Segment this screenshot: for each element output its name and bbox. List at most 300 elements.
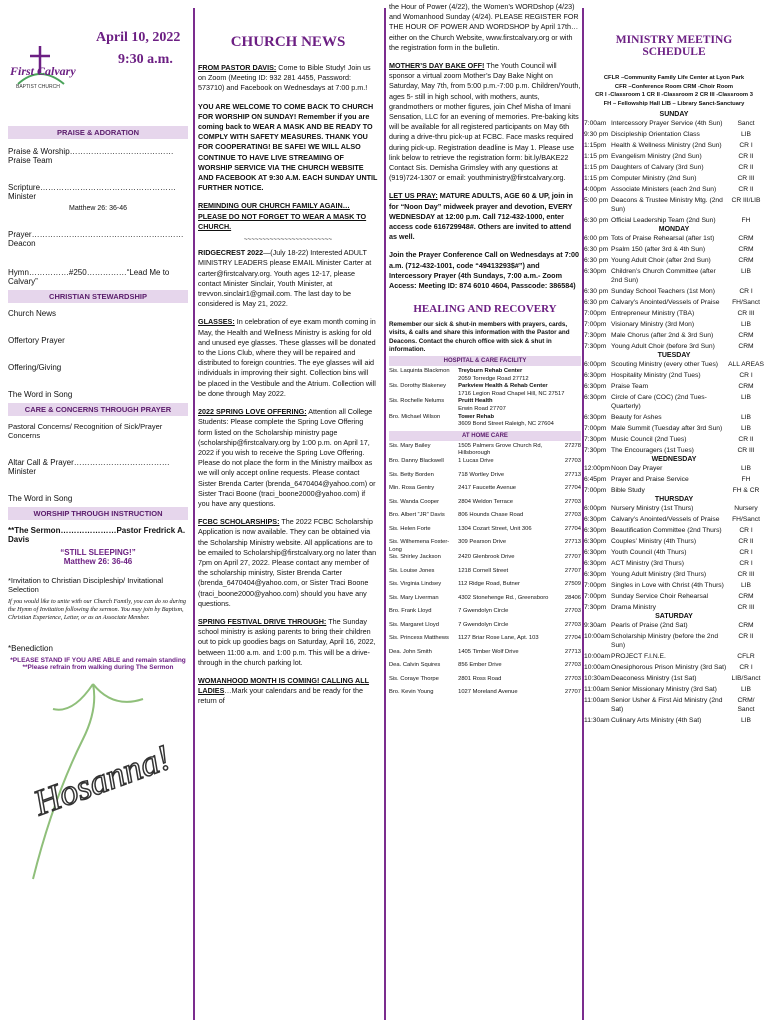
meeting-time: 1:15 pm [584, 153, 609, 160]
word-in-song-item-2: The Word in Song [8, 494, 73, 503]
meeting-name: Young Adult Ministry (3rd Thurs) [611, 571, 707, 578]
meeting-room: CR II [738, 186, 754, 193]
hospital-list [389, 368, 581, 429]
meeting-room: CR I [739, 527, 753, 534]
meeting-name: Sunday Service Choir Rehearsal [611, 593, 709, 600]
facility-name: Treyburn Rehab Center [458, 368, 523, 375]
schedule-row [584, 602, 764, 613]
meeting-time: 6:30 pm [584, 217, 609, 224]
meeting-name: Nursery Ministry (1st Thurs) [611, 505, 694, 512]
meeting-name: Culinary Arts Ministry (4th Sat) [611, 717, 702, 724]
meeting-room: CRM [738, 235, 754, 242]
scholarship-head: FCBC SCHOLARSHIPS: [198, 517, 280, 527]
hospital-row [389, 383, 581, 398]
schedule-row [584, 244, 764, 255]
sermon-reference: Matthew 26: 36-46 [63, 557, 133, 566]
home-care-row [389, 458, 581, 472]
member-zip: 27707 [564, 567, 581, 574]
hospital-row [389, 368, 581, 383]
schedule-row [584, 651, 764, 662]
schedule-row [584, 569, 764, 580]
festival-head: SPRING FESTIVAL DRIVE THROUGH: [198, 616, 327, 626]
meeting-time: 9:30 pm [584, 131, 609, 138]
meeting-room: CRM [738, 622, 754, 629]
schedule-day-header: SUNDAY [659, 111, 689, 118]
announcements-column [389, 0, 581, 1024]
home-care-row [389, 608, 581, 622]
meeting-time: 12:00pm [584, 465, 611, 472]
meeting-room: CRM [738, 383, 754, 390]
legend-line-3: CR I -Classroom 1 CR II -Classroom 2 CR III -Classroom 3 [595, 92, 753, 98]
meeting-time: 6:30pm [584, 516, 607, 523]
legend-line-2: CFR –Conference Room CRM -Choir Room [614, 83, 734, 90]
care-section-header: CARE & CONCERNS THROUGH PRAYER [8, 403, 188, 416]
let-us-pray-head: LET US PRAY: [389, 191, 438, 201]
schedule-row [584, 558, 764, 569]
meeting-room: LIB [740, 394, 752, 401]
meeting-name: Beauty for Ashes [611, 414, 662, 421]
meeting-room: CRM [738, 332, 754, 339]
meeting-room: CR I [739, 372, 753, 379]
festival-notice [198, 617, 378, 668]
meeting-room: LIB [740, 686, 752, 693]
meeting-room: FH [741, 476, 751, 483]
meeting-room: LIB [740, 425, 752, 432]
member-zip: 28406 [564, 594, 581, 601]
member-name: Sis. Mary Bailey [389, 442, 431, 449]
schedule-row [584, 215, 764, 226]
meeting-time: 7:00pm [584, 425, 607, 432]
glasses-notice [198, 317, 378, 399]
healing-note: Remember our sick & shut-in members with prayers, cards, visits, & calls and share this information with the Pastor and Deacons. Contact the church office with sick & shut in information. [389, 321, 570, 353]
member-address: 2417 Faucette Avenue [458, 485, 517, 492]
glasses-body: In celebration of eye exam month coming in May, the Health and Wellness Ministry is asking for old and unused eye glasses. These glasses will be donated to the Lions Club, where they will be repaired and distributed to foreign countries. The eye glasses will aid individuals in improving their sight. Collection bins will be placed in the Vestibule and the Atrium. Collection will be done through May 2022. [198, 317, 376, 398]
hymn-line: Hymn……………#250……………“Lead Me to Calvary” [8, 268, 170, 286]
womanhood-continued: the Hour of Power (4/22), the Women’s WORDshop (4/23) and Womanhood Sunday (4/24). PLEASE REGISTER FOR THE HOUR OF POWER AND WORDSHOP by April 17th…either on the Church Website, www.firstcalvary.org or with the registration form in the bulletin. [389, 2, 579, 52]
schedule-row [584, 536, 764, 547]
member-address: 1 Lucas Drive [458, 458, 494, 465]
facility-name: Pruitt Health [458, 398, 493, 405]
member-zip: 27704 [564, 485, 581, 492]
schedule-table [584, 503, 764, 613]
hospital-row [389, 398, 581, 413]
schedule-row [584, 620, 764, 631]
schedule-table [584, 620, 764, 726]
meeting-name: Praise Team [611, 383, 649, 390]
meeting-room: CR II [738, 164, 754, 171]
facility-cell [458, 398, 581, 413]
meeting-time: 10:00am [584, 664, 611, 671]
meeting-time: 10:00am [584, 653, 611, 660]
facility-address: Erwin Road 27707 [458, 406, 506, 413]
meeting-room: LIB [740, 717, 752, 724]
member-zip: 27278 [564, 442, 581, 449]
meeting-room: CR III [737, 447, 755, 454]
meeting-room: CR III [737, 604, 755, 611]
schedule-row [584, 514, 764, 525]
member-address: 2420 Glenbrook Drive [458, 554, 515, 561]
ridgecrest-body: —(July 18-22) Interested ADULT MINISTRY LEADERS please EMAIL Minister Carter at carter@firstcalvary.org. Youth ages 12-17, please contact Minister Sinclair, Youth Minister, at trevvon.sinclair1@gmail.com. The last day to be considered is May 21, 2022. [198, 248, 372, 309]
home-care-row [389, 676, 581, 690]
meeting-time: 10:00am [584, 633, 611, 640]
ridgecrest-head: RIDGECREST 2022 [198, 248, 264, 258]
meeting-time: 5:00 pm [584, 197, 609, 204]
meeting-time: 7:00am [584, 120, 607, 127]
meeting-room: CRM [738, 257, 754, 264]
scholarship-notice [198, 517, 378, 609]
meeting-name: Noon Day Prayer [611, 465, 663, 472]
schedule-row [584, 370, 764, 381]
meeting-time: 6:30pm [584, 538, 607, 545]
meeting-time: 7:00pm [584, 582, 607, 589]
member-zip: 27713 [564, 539, 581, 546]
meeting-time: 7:00pm [584, 310, 607, 317]
member-zip: 27703 [564, 458, 581, 465]
schedule-row [584, 673, 764, 684]
order-of-worship-column [8, 0, 188, 1024]
meeting-time: 6:00pm [584, 505, 607, 512]
member-name: Bro. Albert “JR” Davis [389, 512, 445, 519]
member-name: Bro. Kevin Young [389, 689, 434, 696]
meeting-room: CR III [737, 310, 755, 317]
scholarship-body: The 2022 FCBC Scholarship Application is now available. They can be obtained via the Scholarship Ministry website. All applications are to be emailed to Scholarship@firstcalvary.org no later than 7pm on April 27, 2022. Please contact any member of the scholarship ministry, Sister Brenda Carter (brenda_6470404@yahoo.com, or Sister Traci Boone (traci_boone2000@yahoo.com) should you have any questions. [198, 517, 377, 608]
home-care-row [389, 554, 581, 568]
schedule-row [584, 474, 764, 485]
member-name: Sis. Helen Forte [389, 525, 431, 532]
meeting-room: CR II [738, 538, 754, 545]
schedule-row [584, 140, 764, 151]
prayer-conference-notice: Join the Prayer Conference Call on Wednesdays at 7:00 a.m. (712-432-1001, code “49413293$#”) and Intercessory Prayer (4th Sundays, 7:00 a.m.- Zoom Access: Meeting ID: 874 6010 4604, Passcode: 386584) [389, 250, 580, 291]
member-name: Sis. Princess Matthews [389, 635, 449, 642]
meeting-name: Circle of Care (COC) (2nd Tues-Quarterly) [611, 394, 707, 410]
member-zip: 27704 [564, 525, 581, 532]
meeting-name: Male Summit (Tuesday after 3rd Sun) [611, 425, 723, 432]
home-care-list [389, 443, 581, 703]
ministry-schedule-column [584, 0, 764, 1024]
meeting-room: LIB [740, 131, 752, 138]
scripture-line: Scripture……………………………………………Minister [8, 183, 177, 201]
meeting-room: CR I [739, 288, 753, 295]
schedule-row [584, 580, 764, 591]
meeting-name: Calvary’s Anointed/Vessels of Praise [611, 516, 720, 523]
meeting-name: Health & Wellness Ministry (2nd Sun) [611, 142, 722, 149]
member-address: 2801 Ross Road [458, 675, 502, 682]
home-care-row [389, 443, 581, 458]
schedule-row [584, 434, 764, 445]
church-news-column [198, 0, 378, 1024]
patient-name: Bro. Michael Wilson [389, 413, 441, 420]
home-care-row [389, 622, 581, 636]
meeting-room: LIB [740, 465, 752, 472]
schedule-row [584, 173, 764, 184]
member-zip: 27703 [564, 512, 581, 519]
home-care-row [389, 649, 581, 663]
member-name: Dea. Calvin Squires [389, 662, 441, 669]
service-date: April 10, 2022 [96, 30, 181, 45]
facility-name: Parkview Health & Rehab Center [458, 383, 548, 390]
member-address: 2804 Weldon Terrace [458, 498, 514, 505]
invitation-line: *Invitation to Christian Discipleship/ Invitational Selection [8, 576, 164, 594]
schedule-row [584, 151, 764, 162]
member-zip: 27704 [564, 635, 581, 642]
meeting-time: 6:45pm [584, 476, 607, 483]
member-address: 1405 Timber Wolf Drive [458, 648, 519, 655]
meeting-name: Male Chorus (after 2nd & 3rd Sun) [611, 332, 714, 339]
member-zip: 27713 [564, 648, 581, 655]
meeting-name: Scholarship Ministry (before the 2nd Sun) [611, 633, 719, 649]
meeting-time: 11:00am [584, 686, 610, 693]
meeting-time: 6:30 pm [584, 257, 609, 264]
schedule-row [584, 392, 764, 412]
stewardship-section-header: CHRISTIAN STEWARDSHIP [8, 290, 188, 303]
service-time: 9:30 a.m. [118, 52, 173, 67]
facility-cell [458, 383, 581, 398]
patient-name: Sis. Dorothy Blakeney [389, 383, 447, 390]
member-name: Sis. Shirley Jackson [389, 554, 441, 561]
meeting-time: 11:30am [584, 717, 610, 724]
meeting-room: Sanct [737, 120, 755, 127]
schedule-day-header: THURSDAY [654, 496, 694, 503]
schedule-row [584, 266, 764, 286]
room-legend [584, 74, 764, 108]
member-address: 1027 Moreland Avenue [458, 689, 518, 696]
meeting-room: ALL AREAS [728, 361, 764, 368]
meeting-time: 6:00pm [584, 361, 607, 368]
womanhood-body: …Mark your calendars and be ready for the return of [198, 686, 363, 706]
schedule-row [584, 381, 764, 392]
schedule-row [584, 485, 764, 496]
schedule-row [584, 662, 764, 673]
meeting-name: Scouting Ministry (every other Tues) [611, 361, 719, 368]
member-name: Sis. Virginia Lindsey [389, 581, 442, 588]
patient-name: Sis. Rochelle Nelums [389, 398, 445, 405]
meeting-name: Tots of Praise Rehearsal (after 1st) [611, 235, 715, 242]
meeting-time: 1:15pm [584, 142, 607, 149]
bake-off-head: MOTHER’S DAY BAKE OFF! [389, 61, 485, 71]
meeting-name: Drama Ministry [611, 604, 656, 611]
meeting-time: 6:30pm [584, 527, 607, 534]
pastor-note-head: FROM PASTOR DAVIS: [198, 63, 277, 72]
meeting-name: Sunday School Teachers (1st Mon) [611, 288, 715, 295]
schedule-row [584, 162, 764, 173]
hosanna-banner [23, 679, 176, 889]
meeting-name: Senior Usher & First Aid Ministry (2nd Sat) [611, 697, 723, 713]
schedule-row [584, 412, 764, 423]
church-logo [10, 44, 76, 100]
meeting-name: Pearls of Praise (2nd Sat) [611, 622, 688, 629]
sermon-title: “STILL SLEEPING!” [60, 548, 136, 557]
schedule-row [584, 547, 764, 558]
meeting-room: CRM/ Sanct [737, 697, 755, 713]
pastoral-concerns-item: Pastoral Concerns/ Recognition of Sick/Prayer Concerns [8, 422, 163, 440]
meeting-time: 7:00pm [584, 593, 607, 600]
schedule-row [584, 319, 764, 330]
member-name: Sis. Louise Jones [389, 567, 435, 574]
invitation-note: If you would like to unite with our Church Family, you can do so during the Hymn of Invitation following the sermon. You may join by Baptism, Christian Experience, Letter, or as an Associate Member. [8, 598, 186, 621]
schedule-row [584, 684, 764, 695]
member-address: 4302 Stonehenge Rd., Greensboro [458, 594, 549, 601]
member-zip: 27713 [564, 471, 581, 478]
home-care-row [389, 539, 581, 554]
schedule-row [584, 330, 764, 341]
scripture-reference: Matthew 26: 36-46 [69, 205, 127, 212]
meeting-room: CRM [738, 593, 754, 600]
logo-text: First Calvary [10, 64, 76, 78]
schedule-row [584, 308, 764, 319]
meeting-room: CR III [737, 571, 755, 578]
schedule-row [584, 233, 764, 244]
home-care-header: AT HOME CARE [389, 431, 581, 441]
schedule-table [584, 359, 764, 456]
member-address: 112 Ridge Road, Butner [458, 581, 520, 588]
meeting-room: FH/Sanct [732, 516, 760, 523]
meeting-time: 6:30pm [584, 560, 607, 567]
praise-worship-line: Praise & Worship…………………………………Praise Team [8, 147, 174, 165]
spring-offering-head: 2022 SPRING LOVE OFFERING: [198, 407, 307, 417]
schedule-table [584, 463, 764, 496]
hospital-row [389, 414, 581, 429]
church-news-item: Church News [8, 309, 57, 318]
meeting-time: 11:00am [584, 697, 610, 704]
meeting-room: CR II [738, 436, 754, 443]
meeting-time: 4:00pm [584, 186, 607, 193]
pastor-note [198, 63, 378, 94]
column-divider [384, 8, 386, 1020]
meeting-name: Visionary Ministry (3rd Mon) [611, 321, 695, 328]
meeting-name: Daughters of Calvary (3rd Sun) [611, 164, 704, 171]
meeting-name: Onesiphorous Prison Ministry (3rd Sat) [611, 664, 727, 671]
meeting-name: Psalm 150 (after 3rd & 4th Sun) [611, 246, 706, 253]
facility-address: 3609 Bond Street Raleigh, NC 27604 [458, 421, 554, 428]
meeting-room: CR I [739, 560, 753, 567]
meeting-name: Evangelism Ministry (2nd Sun) [611, 153, 702, 160]
worship-section-header: WORSHIP THROUGH INSTRUCTION [8, 507, 188, 520]
member-zip: 27707 [564, 689, 581, 696]
refrain-note: **Please refrain from walking during The Sermon [22, 664, 174, 671]
meeting-room: CR I [739, 664, 753, 671]
meeting-room: LIB [740, 582, 752, 589]
member-name: Sis. Wanda Cooper [389, 498, 440, 505]
facility-cell [458, 414, 581, 429]
meeting-name: Calvary’s Anointed/Vessels of Praise [611, 299, 720, 306]
meeting-name: Music Council (2nd Tues) [611, 436, 687, 443]
meeting-time: 6:30 pm [584, 299, 609, 306]
meeting-name: Prayer and Praise Service [611, 476, 689, 483]
bake-off-notice [389, 61, 581, 163]
altar-call-line: Altar Call & Prayer………………………………Minister [8, 458, 170, 476]
hosanna-text: Hosanna! [28, 736, 176, 824]
member-name: Sis. Wilhemena Foster-Long [389, 539, 450, 553]
meeting-time: 6:30pm [584, 268, 607, 275]
home-care-row [389, 526, 581, 540]
meeting-name: Intercessory Prayer Service (4th Sun) [611, 120, 723, 127]
meeting-name: Children’s Church Committee (after 2nd Sun) [611, 268, 716, 284]
schedule-list [584, 111, 764, 726]
meeting-name: The Encouragers (1st Tues) [611, 447, 694, 454]
member-name: Sis. Betty Borden [389, 471, 434, 478]
schedule-row [584, 118, 764, 129]
sermon-line: **The Sermon…………………Pastor Fredrick A. Davis [8, 526, 186, 544]
member-zip: 27703 [564, 621, 581, 628]
schedule-row [584, 297, 764, 308]
meeting-name: Hospitality Ministry (2nd Tues) [611, 372, 701, 379]
bake-off-contact: Contact Sis. Demisha Grimsley with any questions at (919)724-1307 or email: youthministry@firstcalvary.org. [389, 163, 566, 183]
meeting-room: FH [741, 217, 751, 224]
schedule-day-header: WEDNESDAY [651, 456, 697, 463]
meeting-room: LIB [740, 268, 752, 275]
home-care-row [389, 472, 581, 486]
member-name: Sis. Margaret Lloyd [389, 621, 439, 628]
meeting-time: 10:30am [584, 675, 611, 682]
meeting-name: Senior Missionary Ministry (3rd Sat) [611, 686, 717, 693]
schedule-row [584, 715, 764, 726]
meeting-name: Singles in Love with Christ (4th Thurs) [611, 582, 724, 589]
schedule-day-header: SATURDAY [655, 613, 693, 620]
meeting-room: LIB [740, 321, 752, 328]
meeting-room: CFLR [737, 653, 755, 660]
facility-name: Tower Rehab [458, 413, 495, 420]
ridgecrest-notice [198, 248, 378, 309]
stand-note: *PLEASE STAND IF YOU ARE ABLE and remain standing [10, 657, 186, 664]
meeting-name: Entrepreneur Ministry (TBA) [611, 310, 695, 317]
meeting-time: 6:30pm [584, 414, 607, 421]
schedule-table [584, 233, 764, 352]
meeting-time: 9:30am [584, 622, 607, 629]
member-address: 7 Gwendolyn Circle [458, 608, 509, 615]
meeting-time: 6:30pm [584, 383, 607, 390]
pastor-note-body: Come to Bible Study! Join us on Zoom (Meeting ID: 932 281 4455, Password: 573710) and Facebook on Wednesdays at 7:00 p.m.! [198, 63, 371, 93]
meeting-name: PROJECT F.I.N.E. [611, 653, 666, 660]
home-care-row [389, 485, 581, 499]
meeting-name: Beautification Committee (2nd Thurs) [611, 527, 722, 534]
meeting-time: 6:30pm [584, 571, 607, 578]
meeting-time: 7:30pm [584, 604, 607, 611]
schedule-row [584, 129, 764, 140]
schedule-row [584, 184, 764, 195]
home-care-row [389, 581, 581, 595]
meeting-room: CRM [738, 343, 754, 350]
member-address: 1304 Cozart Street, Unit 306 [458, 525, 532, 532]
meeting-room: CR II [738, 153, 754, 160]
schedule-row [584, 423, 764, 434]
offertory-prayer-item: Offertory Prayer [8, 336, 65, 345]
home-care-row [389, 635, 581, 649]
member-zip: 27703 [564, 608, 581, 615]
meeting-time: 7:00pm [584, 487, 607, 494]
meeting-room: FH & CR [732, 487, 760, 494]
home-care-row [389, 689, 581, 703]
meeting-time: 7:30pm [584, 343, 607, 350]
member-address: 309 Pearson Drive [458, 539, 507, 546]
meeting-time: 6:30pm [584, 394, 607, 401]
schedule-row [584, 195, 764, 215]
mask-reminder: REMINDING OUR CHURCH FAMILY AGAIN…PLEASE DO NOT FORGET TO WEAR A MASK TO CHURCH. [198, 201, 367, 231]
spring-offering-body: Attention all College Students: Please complete the Spring Love Offering form listed on the Scholarship ministry page (scholarship@firstcalvary.org by 1:00 p.m. on April 17, 2022 if you wish to receive the Spring Love Offering. Please do not place the form in the Ministry mailbox as we will only accept online requests. Please contact Sister Brenda Carter (brenda_6470404@yahoo.com) or Sister Traci Boone (traci_boone2000@yahoo.com) if you have any questions. [198, 407, 376, 508]
meeting-time: 6:30pm [584, 372, 607, 379]
patient-name: Sis. Laquinta Blackmon [389, 368, 450, 375]
home-care-row [389, 595, 581, 609]
meeting-room: LIB/Sanct [731, 675, 761, 682]
member-zip: 27707 [564, 554, 581, 561]
legend-line-4: FH – Fellowship Hall LIB – Library Sanct-Sanctuary [603, 100, 745, 107]
healing-title: HEALING AND RECOVERY [413, 303, 557, 316]
legend-line-1: CFLR –Community Family Life Center at Lyon Park [603, 75, 745, 81]
prayer-line: Prayer…………………………………………………Deacon [8, 230, 184, 248]
meeting-room: Nursery [734, 505, 758, 512]
ministry-title: MINISTRY MEETING SCHEDULE [615, 34, 733, 58]
meeting-name: Youth Council (4th Thurs) [611, 549, 687, 556]
hospital-header: HOSPITAL & CARE FACILITY [389, 356, 581, 366]
